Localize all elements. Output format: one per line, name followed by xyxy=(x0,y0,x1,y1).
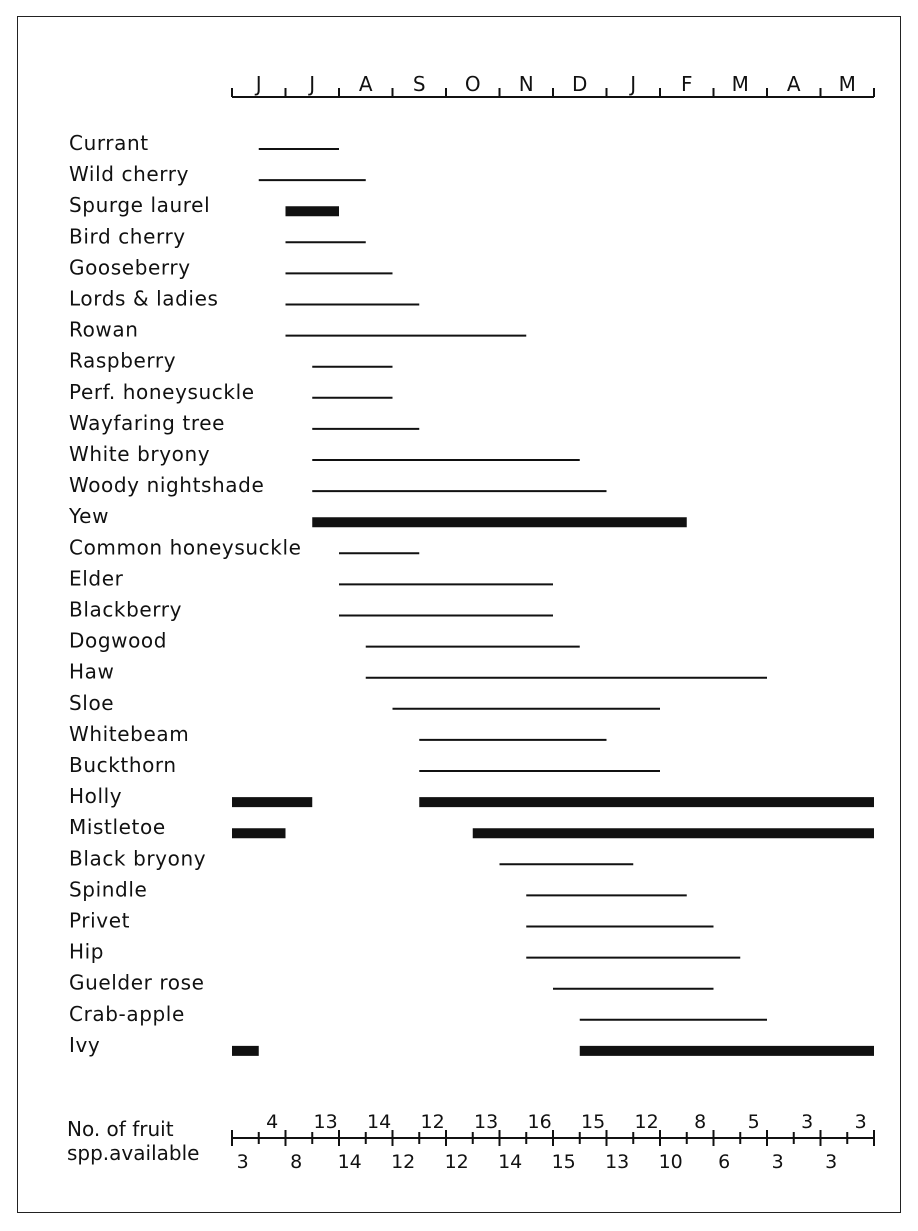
count-label-monthstart: 3 xyxy=(771,1151,784,1173)
species-label: Raspberry xyxy=(69,348,177,373)
species-labels xyxy=(68,131,302,1057)
count-axis-label-line1: No. of fruit xyxy=(67,1117,174,1141)
month-label: A xyxy=(786,72,801,96)
count-label-monthstart: 13 xyxy=(605,1151,630,1173)
species-label: Ivy xyxy=(69,1032,101,1057)
count-label-monthstart: 10 xyxy=(658,1151,683,1173)
species-label: Lords & ladies xyxy=(69,286,219,311)
species-label: Rowan xyxy=(69,317,139,342)
species-label: Elder xyxy=(69,566,124,591)
species-label: Spurge laurel xyxy=(69,193,211,218)
count-label-midmonth: 12 xyxy=(420,1111,445,1133)
count-label-midmonth: 3 xyxy=(854,1111,867,1133)
species-label: Common honeysuckle xyxy=(69,535,302,560)
species-label: White bryony xyxy=(69,442,211,466)
species-label: Dogwood xyxy=(69,628,168,653)
count-label-midmonth: 4 xyxy=(266,1111,279,1133)
month-axis xyxy=(232,72,874,97)
month-label: J xyxy=(255,72,262,96)
month-label: S xyxy=(412,72,426,96)
count-label-monthstart: 3 xyxy=(236,1151,249,1173)
month-label: J xyxy=(309,72,316,96)
count-label-midmonth: 13 xyxy=(474,1111,499,1133)
month-label: O xyxy=(464,72,481,96)
species-label: Buckthorn xyxy=(69,753,177,777)
count-label-monthstart: 12 xyxy=(391,1151,416,1173)
species-count-axis xyxy=(232,1111,874,1173)
month-label: F xyxy=(680,72,693,96)
count-label-midmonth: 16 xyxy=(527,1111,552,1133)
species-label: Gooseberry xyxy=(69,255,191,280)
species-label: Bird cherry xyxy=(69,224,186,249)
month-label: M xyxy=(731,72,749,96)
month-label: N xyxy=(518,72,534,96)
species-label: Perf. honeysuckle xyxy=(69,379,255,404)
species-label: Black bryony xyxy=(69,846,207,871)
species-label: Haw xyxy=(69,659,115,684)
count-label-midmonth: 5 xyxy=(747,1111,760,1133)
species-label: Sloe xyxy=(69,690,115,715)
count-label-monthstart: 14 xyxy=(337,1151,362,1173)
species-label: Mistletoe xyxy=(69,815,166,840)
species-label: Guelder rose xyxy=(69,970,205,995)
species-label: Wild cherry xyxy=(69,162,190,187)
species-label: Spindle xyxy=(69,877,148,902)
count-label-midmonth: 15 xyxy=(581,1111,606,1133)
month-label: D xyxy=(572,72,588,96)
count-label-midmonth: 13 xyxy=(313,1111,338,1133)
species-label: Yew xyxy=(69,504,110,529)
count-label-midmonth: 8 xyxy=(694,1111,707,1133)
species-label: Crab-apple xyxy=(69,1001,185,1026)
count-label-monthstart: 8 xyxy=(290,1151,303,1173)
species-label: Blackberry xyxy=(69,597,183,622)
count-label-monthstart: 3 xyxy=(825,1151,838,1173)
species-label: Whitebeam xyxy=(69,721,190,746)
count-label-monthstart: 14 xyxy=(498,1151,523,1173)
species-label: Holly xyxy=(69,784,123,809)
month-label: M xyxy=(838,72,856,96)
count-axis-label-line2: spp.available xyxy=(67,1141,200,1165)
month-label: J xyxy=(630,72,637,96)
count-label-midmonth: 12 xyxy=(634,1111,659,1133)
species-label: Woody nightshade xyxy=(69,473,265,498)
month-label: A xyxy=(358,72,373,96)
count-label-midmonth: 14 xyxy=(367,1111,392,1133)
species-label: Currant xyxy=(69,131,149,155)
count-label-monthstart: 6 xyxy=(718,1151,731,1173)
count-label-midmonth: 3 xyxy=(801,1111,814,1133)
count-label-monthstart: 15 xyxy=(551,1151,576,1173)
count-label-monthstart: 12 xyxy=(444,1151,469,1173)
fruiting-bars xyxy=(232,149,874,1051)
species-label: Privet xyxy=(69,908,131,933)
species-label: Wayfaring tree xyxy=(69,410,226,435)
species-label: Hip xyxy=(69,939,105,964)
